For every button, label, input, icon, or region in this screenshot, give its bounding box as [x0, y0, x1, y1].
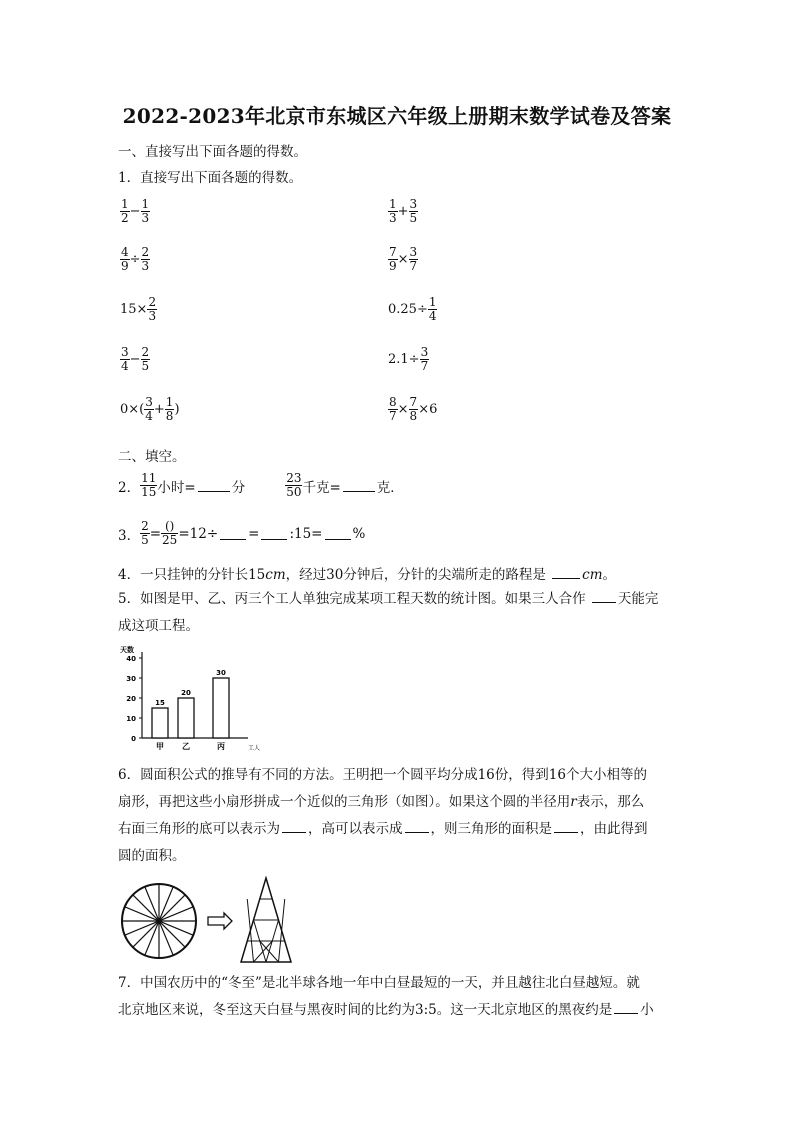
answer-blank[interactable] — [614, 1001, 638, 1014]
fraction: $\frac{3}{5}$ — [409, 197, 418, 225]
category-label: 乙 — [182, 742, 190, 751]
answer-blank[interactable] — [325, 527, 351, 540]
triangle-diag-line — [279, 899, 285, 962]
fraction: $\frac{1}{2}$ — [121, 197, 129, 225]
answer-blank[interactable] — [261, 527, 287, 540]
question-6: 6．圆面积公式的推导有不同的方法。王明把一个圆平均分成16份，得到16个大小相等的 扇形，再把这些小扇形拼成一个近似的三角形（如图）。如果这个圆的半径用r表示，那么 右面三角形的底可以表示为 ，高可以表示成 ，则三角形的面积是 ，由此得到 圆的面积。 — [118, 767, 648, 864]
bar-value-label: 15 — [155, 699, 165, 707]
calc-a2: $\frac{4}{9}$ ÷ $\frac{2}{3}$ — [121, 245, 150, 273]
answer-blank[interactable] — [554, 820, 578, 833]
fraction: $\frac{23}{50}$ — [286, 471, 302, 499]
fraction: $\frac{2}{3}$ — [141, 245, 150, 273]
calc-a3: 15× $\frac{2}{3}$ — [120, 295, 157, 323]
calc-b1: $\frac{1}{3}$ + $\frac{3}{5}$ — [389, 197, 418, 225]
circle-to-triangle-figure — [118, 876, 298, 966]
fraction: $\frac{()}{25}$ — [162, 519, 178, 547]
chart-plot — [120, 645, 260, 752]
section-one-heading: 一、直接写出下面各题的得数。 — [118, 144, 307, 160]
fraction: $\frac{7}{9}$ — [389, 245, 397, 273]
bar-value-label: 20 — [181, 689, 191, 697]
fraction: $\frac{3}{4}$ — [121, 345, 129, 373]
calc-b4: 2.1÷ $\frac{3}{7}$ — [388, 345, 429, 373]
answer-blank[interactable] — [198, 479, 230, 492]
y-axis-label: 天数 — [120, 646, 134, 654]
fraction: $\frac{1}{8}$ — [165, 395, 174, 423]
fraction: $\frac{1}{4}$ — [428, 295, 437, 323]
bar-2 — [178, 698, 194, 738]
calc-a1: $\frac{1}{2}$ − $\frac{1}{3}$ — [121, 197, 150, 225]
bar-1 — [152, 708, 168, 738]
bar-value-label: 30 — [216, 669, 226, 677]
y-tick-label: 10 — [126, 715, 136, 723]
y-tick-label: 20 — [126, 695, 136, 703]
y-tick-label: 0 — [131, 735, 136, 743]
calc-a5: 0×( $\frac{3}{4}$ + $\frac{1}{8}$ ) — [120, 395, 180, 423]
calc-b3: 0.25÷ $\frac{1}{4}$ — [388, 295, 437, 323]
category-label: 丙 — [217, 742, 225, 751]
answer-blank[interactable] — [343, 479, 375, 492]
fraction: $\frac{3}{4}$ — [145, 395, 153, 423]
right-arrow-icon — [208, 913, 232, 929]
calc-a4: $\frac{3}{4}$ − $\frac{2}{5}$ — [121, 345, 150, 373]
answer-blank[interactable] — [282, 820, 306, 833]
fraction: $\frac{1}{3}$ — [389, 197, 397, 225]
sector-triangle — [241, 878, 291, 962]
fraction: $\frac{11}{15}$ — [141, 471, 157, 499]
question-2: 2． $\frac{11}{15}$ 小时= 分 $\frac{23}{50}$ 千克= 克． — [118, 471, 404, 499]
answer-blank[interactable] — [592, 590, 616, 603]
fraction: $\frac{4}{9}$ — [121, 245, 129, 273]
question-7: 7．中国农历中的“冬至”是北半球各地一年中白昼最短的一天，并且越往北白昼越短。就 北京地区来说，冬至这天白昼与黑夜时间的比约为3:5。这一天北京地区的黑夜约是 小 — [118, 975, 654, 1018]
answer-blank[interactable] — [552, 566, 580, 579]
y-tick-label: 40 — [126, 655, 136, 663]
calc-b5: $\frac{8}{7}$ × $\frac{7}{8}$ ×6 — [389, 395, 438, 423]
fraction: $\frac{7}{8}$ — [409, 395, 418, 423]
bar-3 — [213, 678, 229, 738]
y-tick-label: 30 — [126, 675, 136, 683]
section-two-heading: 二、填空。 — [118, 449, 186, 465]
answer-blank[interactable] — [220, 527, 246, 540]
question-3: 3． $\frac{2}{5}$ = $\frac{()}{25}$ =12÷ = :15= % — [118, 519, 366, 547]
fraction: $\frac{8}{7}$ — [389, 395, 397, 423]
triangle-diag-line — [247, 899, 253, 962]
question-4: 4．一只挂钟的分针长15cm，经过30分钟后，分针的尖端所走的路程是 cm。 — [118, 567, 617, 583]
x-axis-label: 工人 — [248, 745, 261, 752]
fraction: $\frac{3}{7}$ — [409, 245, 418, 273]
category-label: 甲 — [156, 742, 164, 751]
fraction: $\frac{2}{3}$ — [148, 295, 157, 323]
calc-b2: $\frac{7}{9}$ × $\frac{3}{7}$ — [389, 245, 418, 273]
fraction: $\frac{2}{5}$ — [141, 519, 149, 547]
fraction: $\frac{2}{5}$ — [141, 345, 150, 373]
question-5: 5．如图是甲、乙、丙三个工人单独完成某项工程天数的统计图。如果三人合作 天能完 成这项工程。 — [118, 591, 659, 634]
page-title: 2022-2023年北京市东城区六年级上册期末数学试卷及答案 — [122, 104, 672, 128]
worker-days-bar-chart — [118, 644, 268, 756]
answer-blank[interactable] — [405, 820, 429, 833]
fraction: $\frac{1}{3}$ — [141, 197, 150, 225]
fraction: $\frac{3}{7}$ — [420, 345, 429, 373]
sectored-circle — [122, 884, 196, 958]
question-1: 1．直接写出下面各题的得数。 — [118, 170, 303, 186]
